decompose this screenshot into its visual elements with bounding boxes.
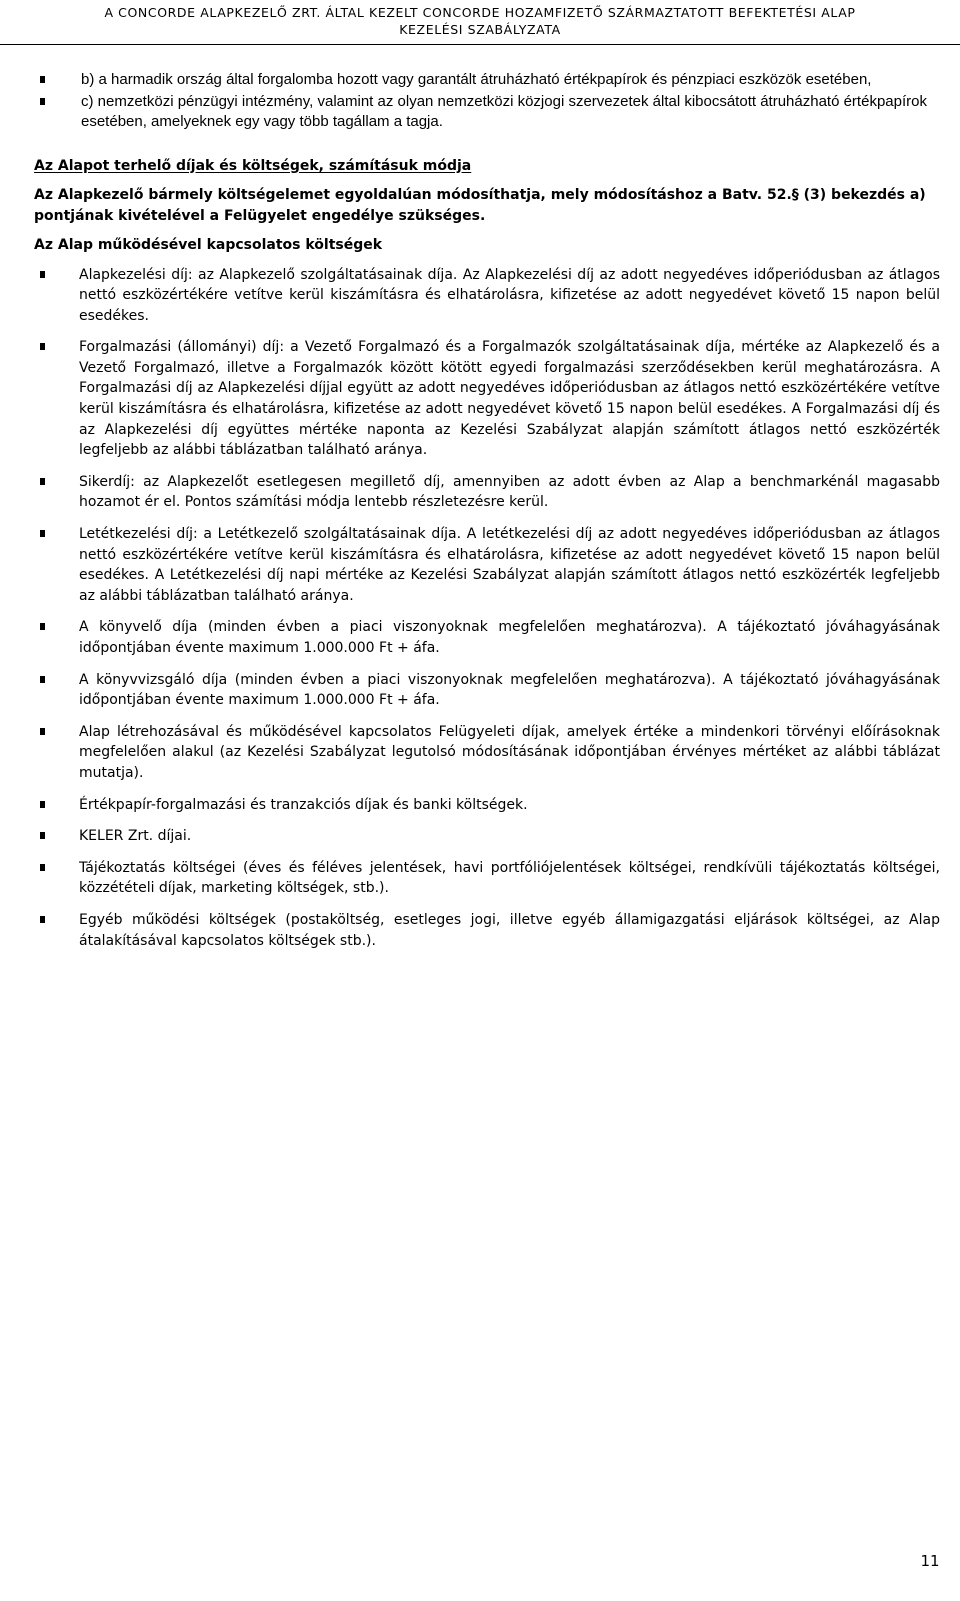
list-item-text: Értékpapír-forgalmazási és tranzakciós díjak és banki költségek. — [79, 796, 528, 813]
bullet-square-icon — [40, 98, 45, 105]
list-item — [34, 858, 940, 899]
list-item-text: Egyéb működési költségek (postaköltség, esetleges jogi, illetve egyéb államigazgatási eljárások költségei, az Alap átalakításával kapcsolatos költségek stb.). — [79, 911, 940, 949]
bullet-square-icon — [40, 676, 45, 683]
bullet-square-icon — [40, 530, 45, 537]
list-item-text: Letétkezelési díj: a Letétkezelő szolgáltatásainak díja. A letétkezelési díj az adott negyedéves időperiódusban az átlagos nettó eszközértékére vetítve kerül kiszámításra és elhatárolásra, kifizetése az adott negyedévet követő 15 napon belül esedékes. A Letétkezelési díj napi mértéke az Kezelési Szabályzat alapján számított átlagos nettó eszközérték legfeljebb az alábbi táblázatban található aránya. — [79, 526, 940, 604]
bullet-square-icon — [40, 343, 45, 350]
page-number-text: 11 — [920, 1552, 940, 1570]
list-item — [34, 722, 940, 784]
header-rule — [0, 44, 960, 45]
list-item — [34, 472, 940, 513]
bullet-square-icon — [40, 864, 45, 871]
section-heading-operating-costs: Az Alap működésével kapcsolatos költségek — [34, 236, 383, 253]
cost-item-list — [34, 265, 940, 952]
bullet-square-icon — [40, 728, 45, 735]
list-item — [34, 337, 940, 461]
list-item — [34, 70, 940, 91]
list-item-text: Tájékoztatás költségei (éves és féléves jelentések, havi portfóliójelentések költségei, rendkívüli tájékoztatás költségei, közzétételi díjak, marketing költségek, stb.). — [79, 859, 940, 897]
list-item — [34, 617, 940, 658]
list-item — [34, 524, 940, 606]
list-item-text: KELER Zrt. díjai. — [79, 828, 192, 845]
page-body — [34, 70, 940, 951]
bullet-square-icon — [40, 832, 45, 839]
section-heading-fees: Az Alapot terhelő díjak és költségek, számításuk módja — [34, 157, 472, 174]
bullet-square-icon — [40, 271, 45, 278]
list-item-text: Forgalmazási (állományi) díj: a Vezető Forgalmazó és a Forgalmazók szolgáltatásainak díja, mértéke az Alapkezelő és a Vezető Forgalmazó, illetve a Forgalmazók között kötött egyedi forgalmazási szerződésekben kerül meghatározásra. A Forgalmazási díj az Alapkezelési díjjal együtt az adott negyedéves időperiódusban az átlagos nettó eszközértékére vetítve kerül kiszámításra és elhatárolásra, kifizetése az adott negyedévet követő 15 napon belül esedékes. A Forgalmazási díj és az Alapkezelési díj együttes mértéke naponta az Kezelési Szabályzat alapján számított átlagos nettó eszközérték legfeljebb az alábbi táblázatban található aránya. — [79, 339, 940, 459]
list-item-text: A könyvelő díja (minden évben a piaci viszonyoknak megfelelően meghatározva). A tájékoztató jóváhagyásának időpontjában évente maximum 1.000.000 Ft + áfa. — [79, 619, 940, 656]
top-bullet-list — [34, 70, 940, 133]
fees-intro-paragraph: Az Alapkezelő bármely költségelemet egyoldalúan módosíthatja, mely módosításhoz a Batv. 52.§ (3) bekezdés a) pontjának kivételével a Felügyelet engedélye szükséges. — [34, 186, 926, 224]
bullet-square-icon — [40, 623, 45, 630]
list-item — [34, 795, 940, 816]
list-item-text: Alapkezelési díj: az Alapkezelő szolgáltatásainak díja. Az Alapkezelési díj az adott negyedéves időperiódusban az átlagos nettó eszközértékére vetítve kerül kiszámításra és elhatárolásra, kifizetése az adott negyedévet követő 15 napon belül esedékes. — [79, 266, 940, 324]
bullet-square-icon — [40, 916, 45, 923]
list-item-text: Sikerdíj: az Alapkezelőt esetlegesen megillető díj, amennyiben az adott évben az Alap a benchmarkénál magasabb hozamot ér el. Pontos számítási módja lentebb részletezésre kerül. — [79, 473, 940, 511]
bullet-square-icon — [40, 801, 45, 808]
header-line-1: A CONCORDE ALAPKEZELŐ ZRT. ÁLTAL KEZELT CONCORDE HOZAMFIZETŐ SZÁRMAZTATOTT BEFEKTETÉSI ALAP — [104, 5, 856, 20]
page-number — [0, 1552, 940, 1570]
bullet-square-icon — [40, 76, 45, 83]
list-item — [34, 92, 940, 133]
list-item — [34, 826, 940, 847]
list-item — [34, 670, 940, 711]
header-line-2: KEZELÉSI SZABÁLYZATA — [399, 22, 561, 37]
list-item — [34, 910, 940, 951]
list-item-text: Alap létrehozásával és működésével kapcsolatos Felügyeleti díjak, amelyek értéke a mindenkori törvényi előírásoknak megfelelően alakul (az Kezelési Szabályzat legutolsó módosításának időpontjában érvényes mértéket az alábbi táblázat mutatja). — [79, 723, 940, 781]
list-item-text: c) nemzetközi pénzügyi intézmény, valamint az olyan nemzetközi közjogi szervezetek által kibocsátott átruházható értékpapírok esetében, amelyeknek egy vagy több tagállam a tagja. — [81, 92, 927, 130]
bullet-square-icon — [40, 478, 45, 485]
running-header — [0, 0, 960, 44]
list-item-text: b) a harmadik ország által forgalomba hozott vagy garantált átruházható értékpapírok és pénzpiaci eszközök esetében, — [81, 71, 872, 88]
list-item — [34, 265, 940, 327]
list-item-text: A könyvvizsgáló díja (minden évben a piaci viszonyoknak megfelelően meghatározva). A tájékoztató jóváhagyásának időpontjában évente maximum 1.000.000 Ft + áfa. — [79, 671, 940, 709]
